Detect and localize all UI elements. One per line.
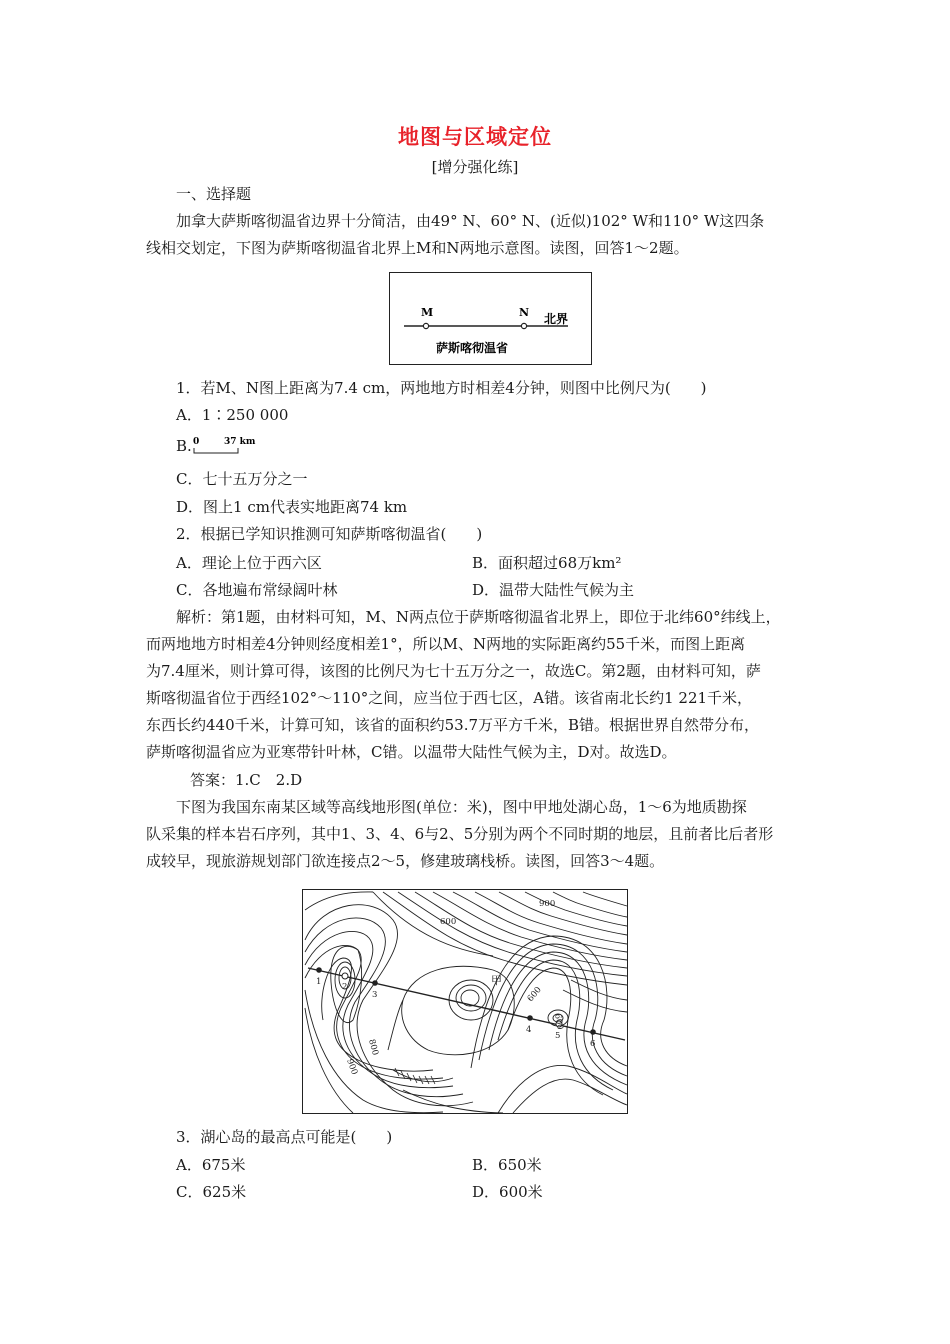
q1-stem: 1．若M、N图上距离为7.4 cm，两地地方时相差4分钟，则图中比例尺为( ) [176,379,707,397]
border-diagram [389,272,592,365]
point-label-6: 6 [590,1039,596,1049]
intro1-line2: 线相交划定，下图为萨斯喀彻温省北界上M和N两地示意图。读图，回答1～2题。 [146,239,689,257]
scale-end-label: 37 km [223,437,256,447]
sample-point-4 [527,1015,533,1021]
contour-label-900-left: 900 [344,1057,360,1077]
point-label-1: 1 [316,977,322,987]
page-title: 地图与区域定位 [398,124,552,149]
analysis-line4: 斯喀彻温省位于西经102°～110°之间，应当位于西七区，A错。该省南北长约1 221千米， [146,689,753,707]
q1-option-b-prefix: B. [176,437,192,455]
analysis-line5: 东西长约440千米，计算可知，该省的面积约53.7万平方千米，B错。根据世界自然带分布， [146,716,760,734]
label-province: 萨斯喀彻温省 [436,341,509,355]
q3-option-a: A．675米 [176,1156,246,1174]
q3-stem: 3．湖心岛的最高点可能是( ) [176,1128,393,1146]
analysis-line2: 而两地地方时相差4分钟则经度相差1°，所以M、N两地的实际距离约55千米，而图上距离 [146,635,746,653]
answer-line: 答案：1.C 2.D [190,771,303,789]
q1-option-a: A．1∶250 000 [176,406,289,424]
q3-option-d: D．600米 [472,1183,543,1201]
contour-label-600-right: 600 [552,1012,565,1031]
contour-label-800: 800 [366,1038,380,1057]
point-m-marker [423,323,428,328]
scale-bar [192,437,256,456]
sample-point-1 [316,967,322,973]
label-border: 北界 [544,312,569,326]
label-jia: 甲 [491,974,502,987]
q2-stem: 2．根据已学知识推测可知萨斯喀彻温省( ) [176,525,483,543]
q1-option-b [176,436,256,456]
page-subtitle: [增分强化练] [431,158,519,176]
q2-option-d: D．温带大陆性气候为主 [472,581,635,599]
contour-label-900-top: 900 [539,899,556,909]
intro2-line1: 下图为我国东南某区域等高线地形图(单位：米)，图中甲地处湖心岛，1～6为地质勘探 [176,798,747,816]
intro2-line3: 成较早，现旅游规划部门欲连接点2～5，修建玻璃栈桥。读图，回答3～4题。 [146,852,665,870]
q3-option-b: B．650米 [472,1156,542,1174]
contour-label-600-top: 600 [440,917,457,927]
contour-label-600-mid: 600 [525,985,544,1004]
label-m: M [421,306,434,319]
contour-map [302,889,628,1114]
point-n-marker [521,323,526,328]
q2-option-b: B．面积超过68万km² [472,554,622,572]
q2-option-a: A．理论上位于西六区 [176,554,322,572]
q2-option-c: C．各地遍布常绿阔叶林 [176,581,338,599]
point-label-2: 2 [342,982,348,992]
analysis-line1: 解析：第1题，由材料可知，M、N两点位于萨斯喀彻温省北界上，即位于北纬60°纬线上， [176,608,781,626]
point-label-3: 3 [372,990,378,1000]
sample-point-6 [590,1029,596,1035]
sample-point-2 [342,973,348,979]
q1-option-c: C．七十五万分之一 [176,470,308,488]
scale-start-label: 0 [192,437,200,447]
point-label-5: 5 [555,1031,561,1041]
analysis-line3: 为7.4厘米，则计算可得，该图的比例尺为七十五万分之一，故选C。第2题，由材料可知，萨 [146,662,761,680]
analysis-line6: 萨斯喀彻温省应为亚寒带针叶林，C错。以温带大陆性气候为主，D对。故选D。 [146,743,677,761]
q3-option-c: C．625米 [176,1183,247,1201]
label-n: N [519,306,530,319]
sample-point-3 [372,980,378,986]
section-heading: 一、选择题 [176,185,252,203]
intro1-line1: 加拿大萨斯喀彻温省边界十分简洁，由49° N、60° N、(近似)102° W和110° W这四条 [176,212,765,230]
q1-option-d: D．图上1 cm代表实地距离74 km [176,498,408,516]
point-label-4: 4 [526,1025,532,1035]
intro2-line2: 队采集的样本岩石序列，其中1、3、4、6与2、5分别为两个不同时期的地层，且前者比后者形 [146,825,774,843]
